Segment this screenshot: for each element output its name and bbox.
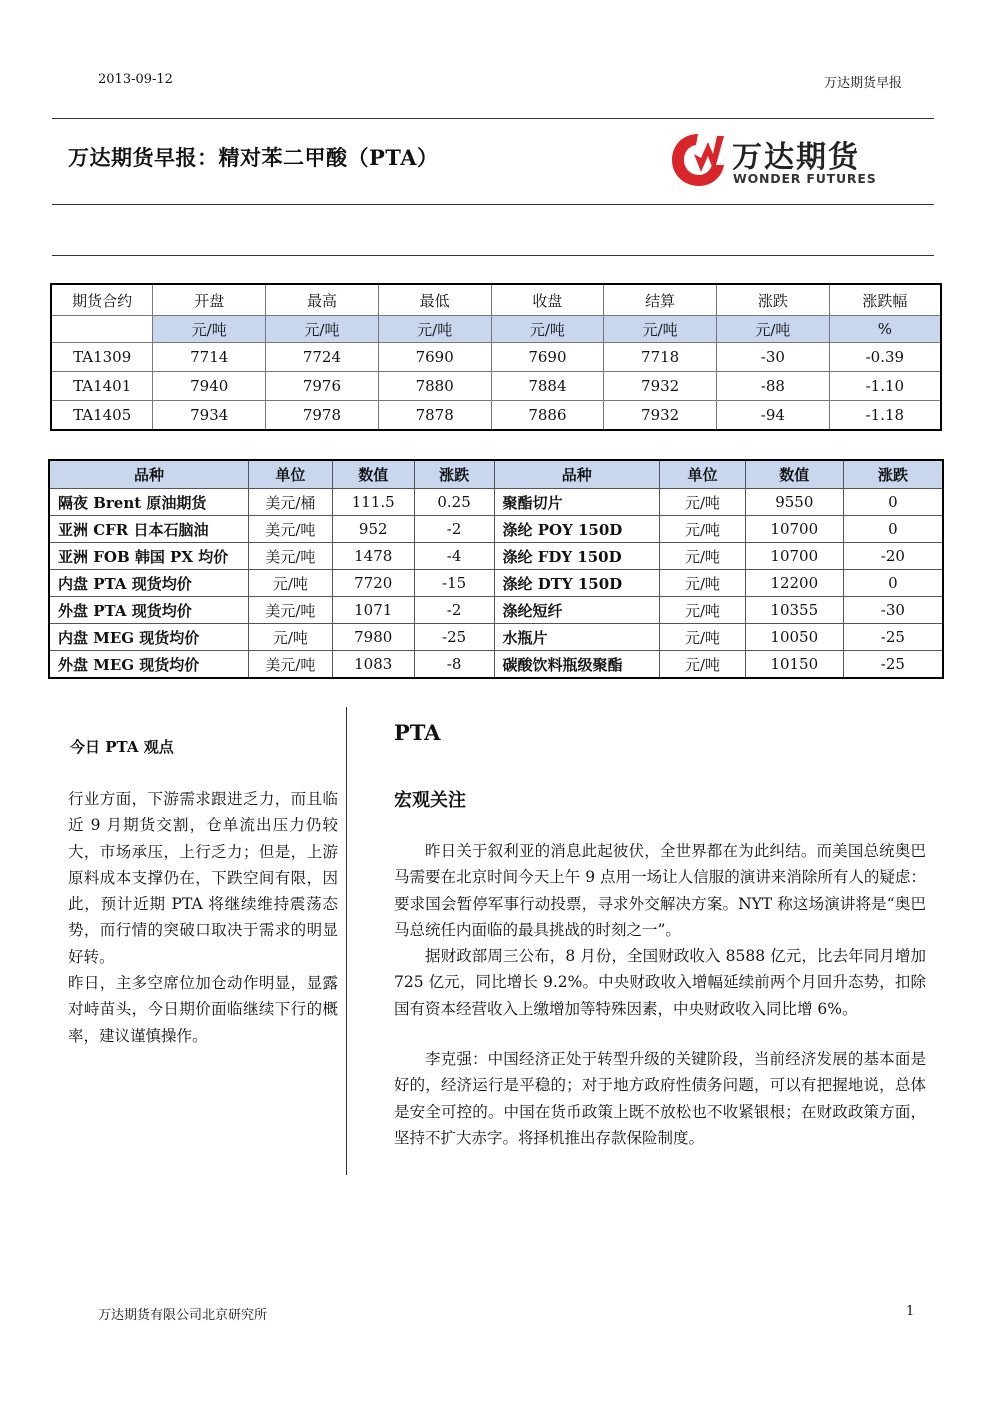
product-name: 聚酯切片 [494, 489, 660, 516]
table-row [49, 489, 943, 516]
table-cell: 952 [332, 516, 414, 543]
table-row [49, 516, 943, 543]
macro-paragraph: 昨日关于叙利亚的消息此起彼伏，全世界都在为此纠结。而美国总统奥巴马需要在北京时间今天上午 9 点用一场让人信服的演讲来消除所有人的疑虑：要求国会暂停军事行动投票，寻求外交解决方案。NYT 称这场演讲将是“奥巴马总统任内面临的最具挑战的时刻之一”。 [394, 842, 926, 939]
table-cell: 元/吨 [249, 624, 333, 651]
table-cell: -1.18 [829, 401, 941, 431]
table-cell: 7690 [378, 343, 491, 372]
column-divider [346, 707, 347, 1175]
table-cell: -15 [414, 570, 494, 597]
table-cell: -0.39 [829, 343, 941, 372]
unit-cell: 元/吨 [491, 316, 604, 343]
table-cell: 元/吨 [660, 624, 746, 651]
table-cell: 1478 [332, 543, 414, 570]
table-cell: 10355 [745, 597, 843, 624]
column-header: 收盘 [491, 284, 604, 316]
column-header: 涨跌 [414, 460, 494, 489]
unit-cell: 元/吨 [378, 316, 491, 343]
table-cell: TA1405 [51, 401, 153, 431]
table-cell: 0 [843, 489, 943, 516]
unit-cell [51, 316, 153, 343]
table-cell: -4 [414, 543, 494, 570]
table-cell: 元/吨 [660, 597, 746, 624]
unit-cell: 元/吨 [153, 316, 266, 343]
header-brand: 万达期货早报 [823, 76, 902, 91]
table-row [51, 343, 941, 372]
unit-cell: 元/吨 [604, 316, 717, 343]
table-cell: 0 [843, 570, 943, 597]
table-cell: 美元/吨 [249, 651, 333, 679]
table-cell: 7718 [604, 343, 717, 372]
header-rule [52, 118, 934, 119]
column-header: 品种 [49, 460, 249, 489]
table-cell: -25 [843, 624, 943, 651]
table-cell: -20 [843, 543, 943, 570]
footer-company: 万达期货有限公司北京研究所 [98, 1308, 268, 1323]
column-header: 涨跌 [717, 284, 830, 316]
macro-paragraph: 李克强：中国经济正处于转型升级的关键阶段，当前经济发展的基本面是好的，经济运行是平稳的；对于地方政府性债务问题，可以有把握地说，总体是安全可控的。中国在货币政策上既不放松也不收紧银根；在财政政策方面，坚持不扩大赤字。将择机推出存款保险制度。 [394, 1050, 926, 1147]
section-subheading: 宏观关注 [394, 790, 466, 811]
table-header-row [49, 460, 943, 489]
table-cell: 元/吨 [660, 543, 746, 570]
column-header: 数值 [745, 460, 843, 489]
column-header: 单位 [660, 460, 746, 489]
macro-paragraph: 据财政部周三公布，8 月份，全国财政收入 8588 亿元，比去年同月增加 725 亿元，同比增长 9.2%。中央财政收入增幅延续前两个月回升态势，扣除国有资本经营收入上缴增加等特殊因素，中央财政收入同比增 6%。 [394, 947, 926, 1018]
table-cell: 0 [843, 516, 943, 543]
viewpoint-paragraph: 昨日，主多空席位加仓动作明显，显露对峙苗头，今日期价面临继续下行的概率，建议谨慎操作。 [68, 974, 338, 1045]
logo-chinese-name: 万达期货 [732, 140, 860, 175]
page-number: 1 [906, 1304, 915, 1319]
futures-price-table [50, 283, 942, 431]
table-row [49, 651, 943, 679]
table-cell: 7884 [491, 372, 604, 401]
column-header: 期货合约 [51, 284, 153, 316]
table-cell: 9550 [745, 489, 843, 516]
product-name: 涤纶短纤 [494, 597, 660, 624]
product-name: 水瓶片 [494, 624, 660, 651]
table-row [49, 543, 943, 570]
column-header: 涨跌 [843, 460, 943, 489]
column-header: 数值 [332, 460, 414, 489]
table-cell: 7932 [604, 372, 717, 401]
product-name: 涤纶 FDY 150D [494, 543, 660, 570]
table-cell: TA1309 [51, 343, 153, 372]
table-cell: 7976 [266, 372, 379, 401]
table-cell: -25 [414, 624, 494, 651]
page-title: 万达期货早报：精对苯二甲酸（PTA） [68, 145, 439, 170]
table-cell: -94 [717, 401, 830, 431]
column-header: 最低 [378, 284, 491, 316]
table-cell: -2 [414, 597, 494, 624]
spot-price-table [48, 459, 944, 679]
table-cell: 1071 [332, 597, 414, 624]
table-cell: 0.25 [414, 489, 494, 516]
table-cell: 1083 [332, 651, 414, 679]
section-rule [52, 255, 934, 256]
table-cell: 美元/吨 [249, 516, 333, 543]
table-cell: -1.10 [829, 372, 941, 401]
title-rule [52, 204, 934, 205]
product-name: 外盘 PTA 现货均价 [49, 597, 249, 624]
viewpoint-paragraph: 行业方面，下游需求跟进乏力，而且临近 9 月期货交割，仓单流出压力仍较大，市场承压，上行乏力；但是，上游原料成本支撑仍在，下跌空间有限，因此，预计近期 PTA 将继续维持震荡态势，而行情的突破口取决于需求的明显好转。 [68, 790, 338, 966]
table-cell: 7878 [378, 401, 491, 431]
table-row [51, 401, 941, 431]
section-heading: PTA [394, 720, 441, 745]
table-cell: 111.5 [332, 489, 414, 516]
table-cell: 7880 [378, 372, 491, 401]
product-name: 涤纶 DTY 150D [494, 570, 660, 597]
table-cell: 10700 [745, 516, 843, 543]
unit-cell: 元/吨 [266, 316, 379, 343]
unit-row [51, 316, 941, 343]
table-cell: 7932 [604, 401, 717, 431]
product-name: 内盘 MEG 现货均价 [49, 624, 249, 651]
table-cell: 10050 [745, 624, 843, 651]
table-row [49, 597, 943, 624]
product-name: 内盘 PTA 现货均价 [49, 570, 249, 597]
table-cell: -2 [414, 516, 494, 543]
table-cell: 7934 [153, 401, 266, 431]
table-cell: 7980 [332, 624, 414, 651]
logo-english-name: WONDER FUTURES [733, 171, 877, 186]
column-header: 品种 [494, 460, 660, 489]
table-cell: 7720 [332, 570, 414, 597]
table-cell: TA1401 [51, 372, 153, 401]
table-cell: 10150 [745, 651, 843, 679]
table-cell: -25 [843, 651, 943, 679]
table-cell: 元/吨 [249, 570, 333, 597]
company-logo [668, 128, 878, 190]
table-cell: 美元/吨 [249, 597, 333, 624]
table-cell: 美元/吨 [249, 543, 333, 570]
table-cell: 元/吨 [660, 489, 746, 516]
product-name: 碳酸饮料瓶级聚酯 [494, 651, 660, 679]
unit-cell: 元/吨 [717, 316, 830, 343]
unit-cell: % [829, 316, 941, 343]
table-row [49, 624, 943, 651]
table-cell: 7978 [266, 401, 379, 431]
table-cell: 7690 [491, 343, 604, 372]
table-row [49, 570, 943, 597]
column-header: 开盘 [153, 284, 266, 316]
column-header: 最高 [266, 284, 379, 316]
table-cell: 7886 [491, 401, 604, 431]
table-cell: 美元/桶 [249, 489, 333, 516]
product-name: 外盘 MEG 现货均价 [49, 651, 249, 679]
wonder-logo-icon [668, 128, 728, 190]
table-cell: -30 [843, 597, 943, 624]
table-cell: 元/吨 [660, 516, 746, 543]
product-name: 隔夜 Brent 原油期货 [49, 489, 249, 516]
column-header: 结算 [604, 284, 717, 316]
column-header: 单位 [249, 460, 333, 489]
product-name: 亚洲 CFR 日本石脑油 [49, 516, 249, 543]
column-header: 涨跌幅 [829, 284, 941, 316]
table-cell: 7724 [266, 343, 379, 372]
table-cell: 元/吨 [660, 570, 746, 597]
table-row [51, 372, 941, 401]
viewpoint-heading: 今日 PTA 观点 [70, 738, 174, 756]
table-cell: 7940 [153, 372, 266, 401]
table-cell: 7714 [153, 343, 266, 372]
table-cell: -30 [717, 343, 830, 372]
report-date: 2013-09-12 [98, 72, 173, 87]
table-header-row [51, 284, 941, 316]
table-cell: -8 [414, 651, 494, 679]
product-name: 亚洲 FOB 韩国 PX 均价 [49, 543, 249, 570]
table-cell: 10700 [745, 543, 843, 570]
product-name: 涤纶 POY 150D [494, 516, 660, 543]
table-cell: -88 [717, 372, 830, 401]
table-cell: 12200 [745, 570, 843, 597]
table-cell: 元/吨 [660, 651, 746, 679]
